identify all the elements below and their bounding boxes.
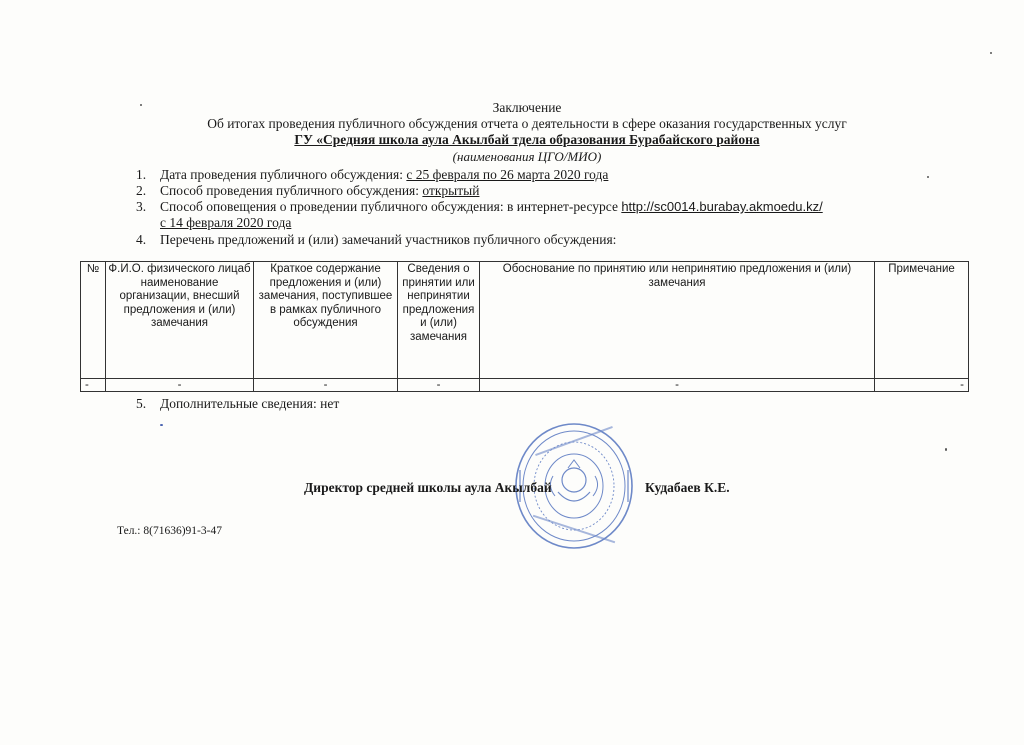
scan-speck bbox=[990, 52, 992, 54]
item-label: Способ оповещения о проведении публичного обсуждения: в интернет-ресурсе bbox=[160, 199, 622, 214]
column-header-person: Ф.И.О. физического лицаб наименование организации, внесший предложения и (или) замечания bbox=[106, 262, 254, 379]
column-header-justification: Обоснование по принятию или непринятию предложения и (или) замечания bbox=[480, 262, 875, 379]
table-cell: - bbox=[480, 379, 875, 392]
scan-speck bbox=[945, 448, 947, 451]
table-cell: - bbox=[254, 379, 398, 392]
scan-speck bbox=[160, 424, 163, 426]
document-subtitle: Об итогах проведения публичного обсуждения отчета о деятельности в сфере оказания государственных услуг bbox=[207, 116, 847, 131]
item-3 bbox=[136, 199, 823, 215]
item-3-continuation: с 14 февраля 2020 года bbox=[160, 215, 292, 230]
scan-speck bbox=[927, 176, 929, 178]
item-value: с 25 февраля по 26 марта 2020 года bbox=[406, 167, 609, 182]
item-value: открытый bbox=[422, 183, 480, 198]
table-cell: - bbox=[398, 379, 480, 392]
signatory-name: Кудабаев К.Е. bbox=[645, 480, 730, 495]
item-number: 1. bbox=[136, 167, 147, 182]
column-header-note: Примечание bbox=[875, 262, 969, 379]
item-label: Дополнительные сведения: нет bbox=[160, 396, 340, 411]
item-2 bbox=[136, 183, 479, 199]
item-label: Дата проведения публичного обсуждения: bbox=[160, 167, 407, 182]
proposals-table bbox=[80, 261, 969, 392]
table-cell: - bbox=[106, 379, 254, 392]
column-header-decision: Сведения о принятии или непринятии предложения и (или) замечания bbox=[398, 262, 480, 379]
item-1 bbox=[136, 167, 608, 183]
item-label: Перечень предложений и (или) замечаний участников публичного обсуждения: bbox=[160, 232, 617, 247]
organization-name: ГУ «Средняя школа аула Акылбай тдела образования Бурабайского района bbox=[294, 132, 760, 147]
table-header-row bbox=[81, 262, 969, 379]
organization-note: (наименования ЦГО/МИО) bbox=[452, 149, 602, 164]
item-number: 4. bbox=[136, 232, 147, 247]
table-cell: - bbox=[81, 379, 106, 392]
item-number: 5. bbox=[136, 396, 147, 411]
item-4 bbox=[136, 232, 616, 248]
signatory-title: Директор средней школы аула Акылбай bbox=[304, 480, 552, 495]
item-number: 2. bbox=[136, 183, 147, 198]
column-header-number: № bbox=[81, 262, 106, 379]
website-link[interactable]: http://sc0014.burabay.akmoedu.kz/ bbox=[621, 199, 823, 214]
document-title: Заключение bbox=[492, 100, 562, 115]
scan-speck bbox=[140, 104, 142, 106]
table-cell: - bbox=[875, 379, 969, 392]
phone-number: Тел.: 8(71636)91-3-47 bbox=[117, 525, 222, 537]
item-number: 3. bbox=[136, 199, 147, 214]
item-5 bbox=[136, 396, 339, 412]
item-label: Способ проведения публичного обсуждения: bbox=[160, 183, 423, 198]
column-header-content: Краткое содержание предложения и (или) замечания, поступившее в рамках публичного обсуждения bbox=[254, 262, 398, 379]
table-row bbox=[81, 379, 969, 392]
